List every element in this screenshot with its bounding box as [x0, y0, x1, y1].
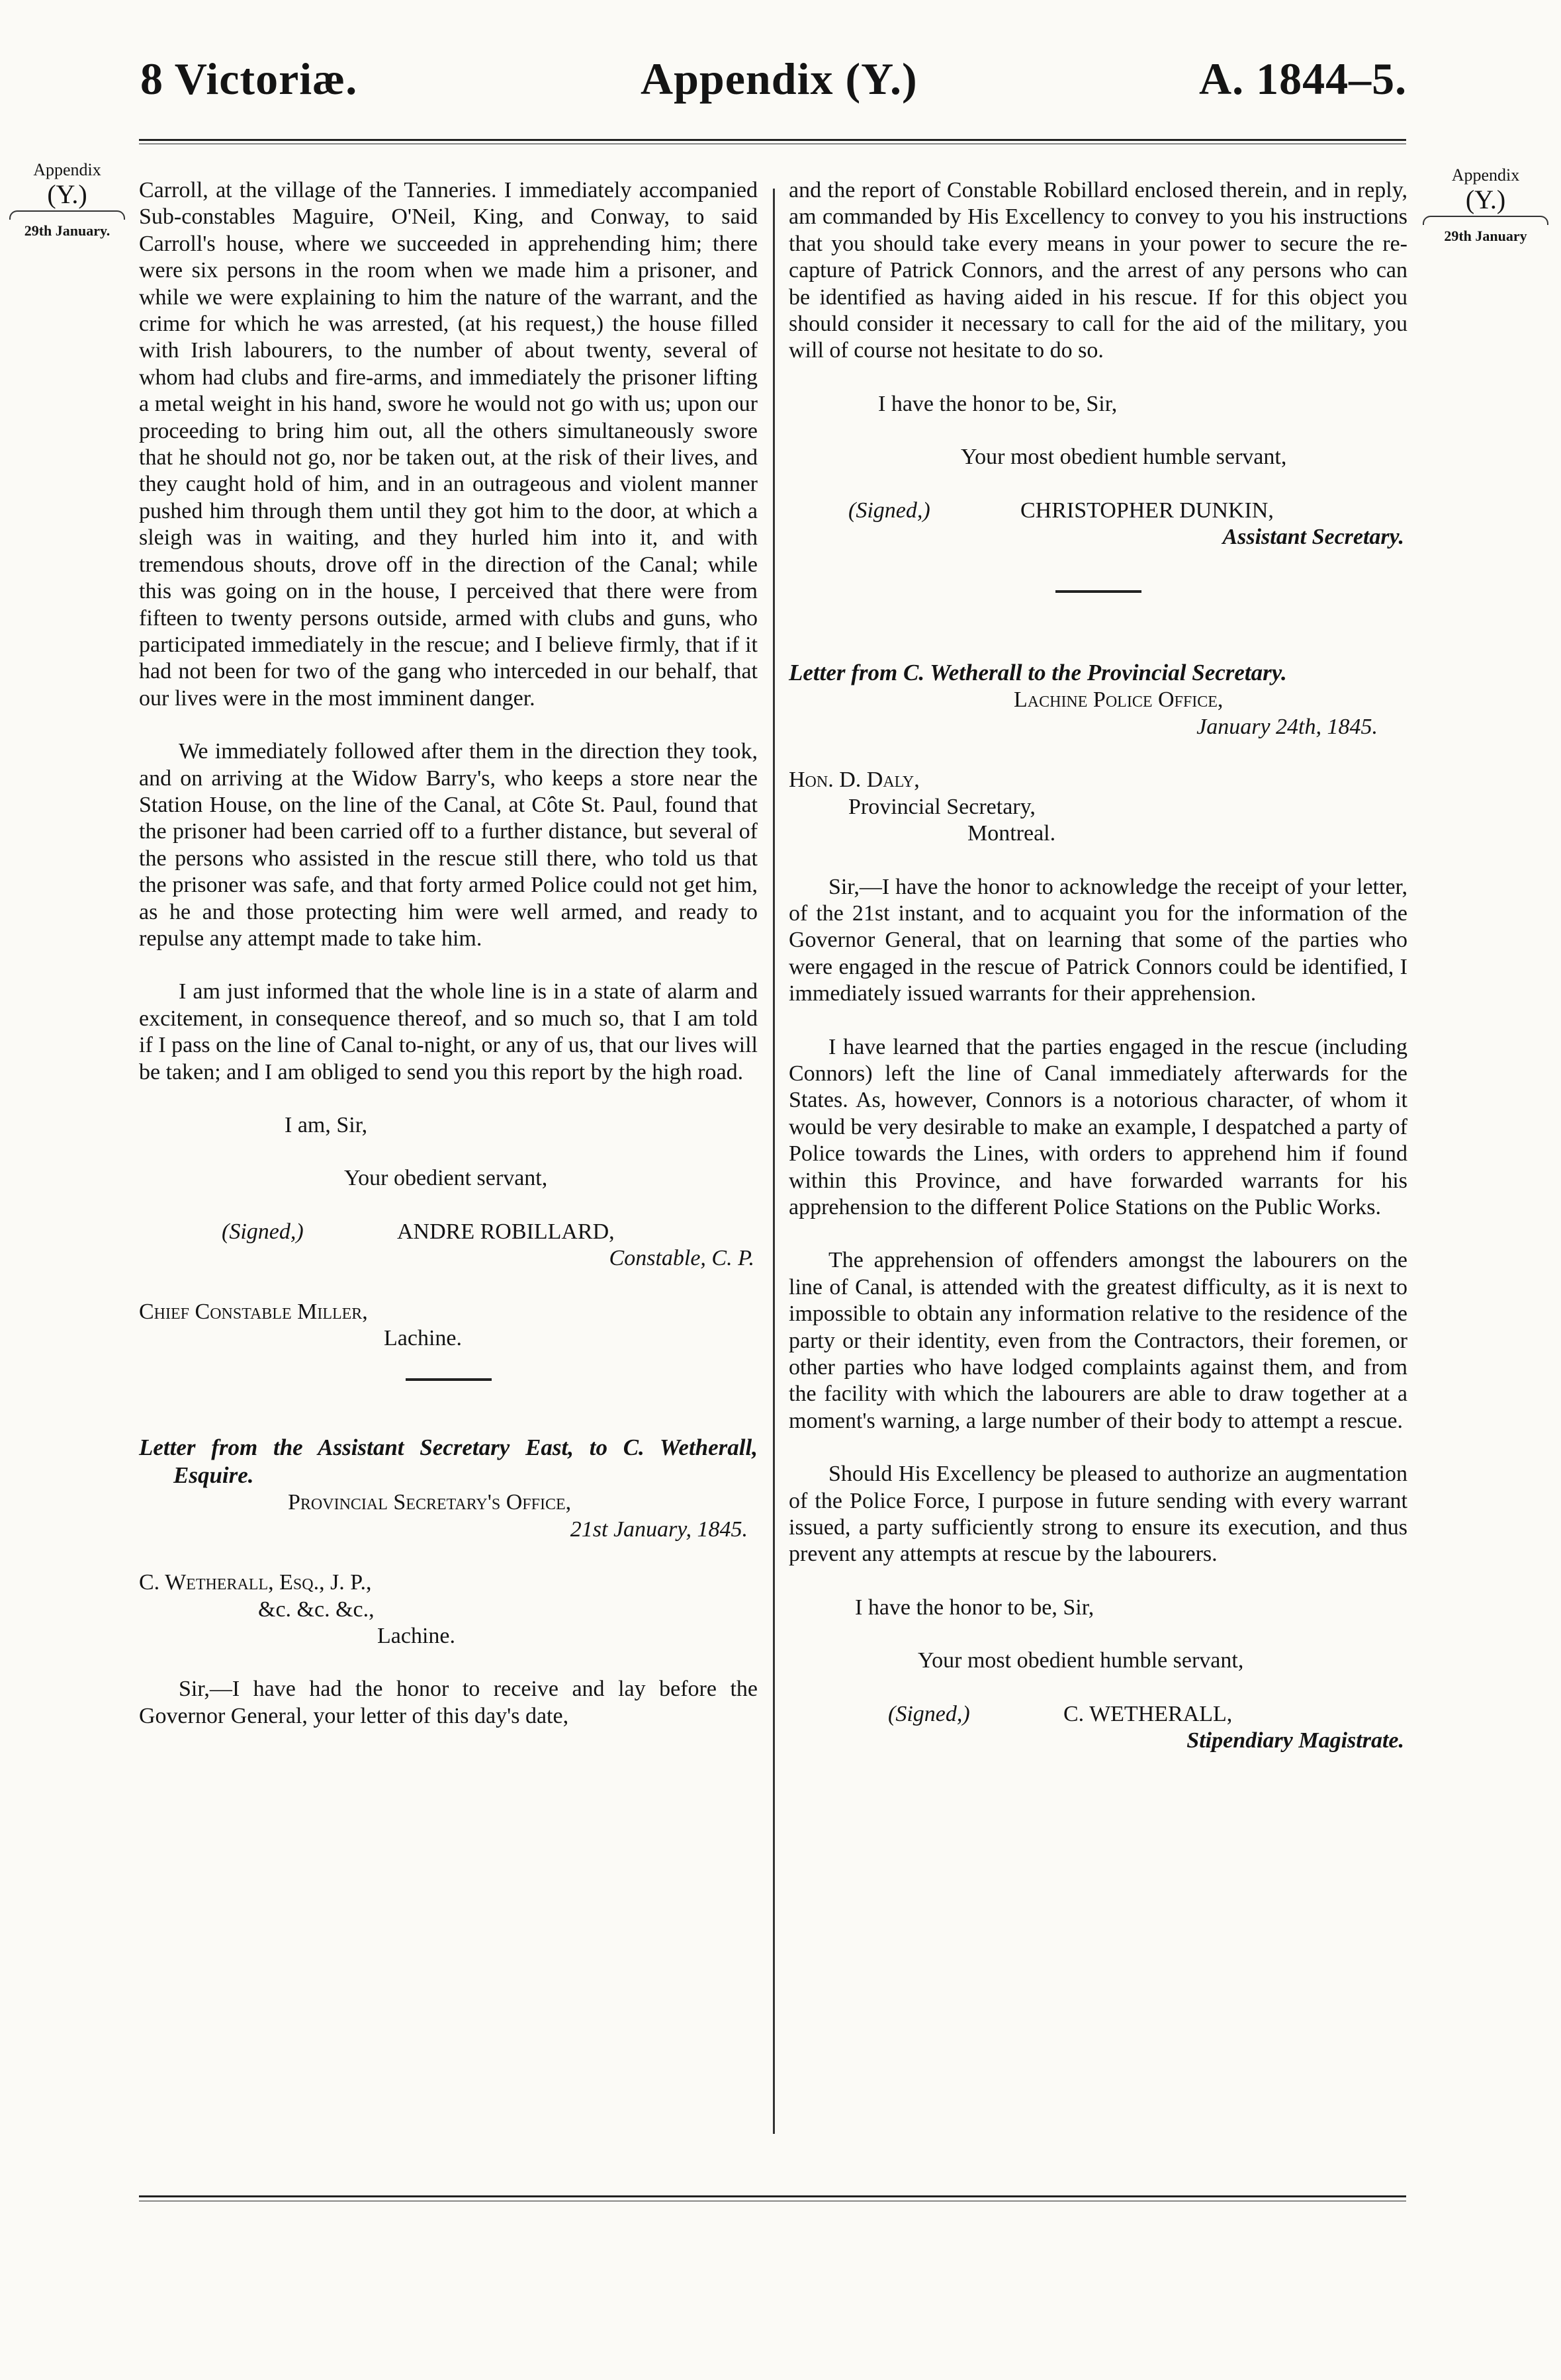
signer-name: CHRISTOPHER DUNKIN,	[1020, 498, 1274, 523]
footer-rule	[139, 2195, 1406, 2197]
signer-title: Constable, C. P.	[609, 1246, 754, 1271]
margin-letter: (Y.)	[47, 179, 87, 209]
paragraph: Sir,—I have the honor to acknowledge the receipt of your letter, of the 21st instant, and to acquaint you for the information of the Governor General, that on learning that some of the parties who were engaged in the rescue of Patrick Connors could be identified, I immediately issued warrants for their apprehension.	[789, 874, 1407, 1006]
margin-label: Appendix	[33, 160, 101, 179]
margin-bracket	[9, 210, 125, 220]
closing: Your most obedient humble servant,	[961, 445, 1287, 470]
paragraph: I am just informed that the whole line is in a state of alarm and excitement, in consequence thereof, and so much so, that I am told if I pass on the line of Canal to-night, or any of us, that our lives will be taken; and I am obliged to send you this report by the high road.	[139, 979, 758, 1084]
header-right: A. 1844–5.	[1199, 54, 1407, 104]
margin-date: 29th January.	[24, 222, 111, 239]
letter-title: Letter from the Assistant Secretary East, to C. Wetherall, Esquire.	[139, 1434, 758, 1489]
signer-title: Assistant Secretary.	[1222, 525, 1404, 550]
signature-line	[789, 498, 1407, 524]
office-date: 21st January, 1845.	[570, 1517, 748, 1542]
paragraph: The apprehension of offenders amongst the labourers on the line of Canal, is attended with the greatest difficulty, as it is next to impossible to obtain any information relative to the residence of the party or their identity, even from the Contractors, their foremen, or other parties who have lodged complaints against them, and from the facility with which the labourers are able to draw together at a moment's warning, a large number of their body to attempt a rescue.	[789, 1248, 1407, 1433]
signature-line	[139, 1219, 758, 1245]
right-column	[789, 177, 1407, 1754]
recipient: Hon. D. Daly,	[789, 768, 920, 793]
signed-label: (Signed,)	[222, 1219, 304, 1244]
closing: Your most obedient humble servant,	[918, 1648, 1244, 1673]
closing: I have the honor to be, Sir,	[878, 391, 1118, 416]
header-rule	[139, 139, 1406, 141]
signer-title: Stipendiary Magistrate.	[1186, 1728, 1404, 1753]
signer-name: C. WETHERALL,	[1063, 1701, 1233, 1726]
left-column	[139, 177, 758, 1730]
closing: I have the honor to be, Sir,	[855, 1595, 1094, 1620]
recipient: C. Wetherall, Esq., J. P.,	[139, 1570, 372, 1595]
paragraph: Carroll, at the village of the Tanneries. I immediately accompanied Sub-constables Maguire, O'Neil, King, and Conway, to said Carroll's house, where we succeeded in apprehending him; there were six persons in the room when we made him a prisoner, and while we were explaining to him the nature of the warrant, and the crime for which he was arrested, (at his request,) the house filled with Irish labourers, to the number of about twenty, several of whom had clubs and fire-arms, and immediately the prisoner lifting a metal weight in his hand, swore he would not go with us; upon our proceeding to bring him out, all the others simultaneously swore that he should not go, nor be taken out, at the risk of their lives, and they caught hold of him, and in an outrageous and violent manner pushed him through them until they got him to the door, at which a sleigh was in waiting, and they hurled him into it, and with tremendous shouts, drove off in the direction of the Canal; while this was going on in the house, I perceived that there were from fifteen to twenty persons outside, armed with clubs and guns, who participated immediately in the rescue; and I believe firmly, that if it had not been for two of the gang who interceded in our behalf, that our lives were in the most imminent danger.	[139, 178, 758, 711]
signature-line	[789, 1701, 1407, 1728]
recipient: &c. &c. &c.,	[258, 1597, 375, 1622]
margin-date: 29th January	[1444, 228, 1527, 244]
paragraph: Should His Excellency be pleased to authorize an augmentation of the Police Force, I purpose in future sending with every warrant issued, a party sufficiently strong to ensure its execution, and thus prevent any attempts at rescue by the labourers.	[789, 1462, 1407, 1567]
margin-note-left	[9, 160, 125, 241]
paragraph: I have learned that the parties engaged in the rescue (including Connors) left the line of Canal immediately afterwards for the States. As, however, Connors is a notorious character, of whom it would be very desirable to make an example, I despatched a party of Police towards the Lines, with orders to apprehend him if found within this Province, and have forwarded warrants for his apprehension to the different Police Stations on the Public Works.	[789, 1034, 1407, 1219]
recipient: Provincial Secretary,	[848, 794, 1036, 819]
divider-dash	[406, 1378, 492, 1381]
office-name: Provincial Secretary's Office,	[288, 1490, 572, 1515]
margin-note-right	[1423, 165, 1548, 246]
recipient: Montreal.	[967, 821, 1056, 846]
signer-name: ANDRE ROBILLARD,	[397, 1219, 615, 1244]
recipient: Lachine.	[377, 1624, 455, 1649]
divider-dash	[1055, 590, 1141, 593]
office-name: Lachine Police Office,	[1014, 687, 1224, 713]
letter-title: Letter from C. Wetherall to the Provincial Secretary.	[789, 660, 1287, 686]
header-left: 8 Victoriæ.	[140, 54, 358, 104]
office-date: January 24th, 1845.	[1196, 714, 1378, 739]
addressee: Chief Constable Miller,	[139, 1299, 368, 1324]
margin-letter: (Y.)	[1465, 185, 1506, 214]
margin-bracket	[1423, 216, 1548, 225]
signed-label: (Signed,)	[848, 498, 930, 523]
addressee: Lachine.	[384, 1326, 462, 1351]
paragraph: We immediately followed after them in the direction they took, and on arriving at the Widow Barry's, who keeps a store near the Station House, on the line of the Canal, at Côte St. Paul, found that the prisoner had been carried off to a further distance, but several of the persons who assisted in the rescue still there, who told us that the prisoner was safe, and that forty armed Police could not get him, as he and those protecting him were well armed, and ready to repulse any attempt made to take him.	[139, 739, 758, 951]
margin-label: Appendix	[1451, 165, 1520, 185]
paragraph: and the report of Constable Robillard enclosed therein, and in reply, am commanded by His Excellency to convey to you his instructions that you should take every means in your power to secure the re-capture of Patrick Connors, and the arrest of any persons who can be identified as having aided in his rescue. If for this object you should consider it necessary to call for the aid of the military, you will of course not hesitate to do so.	[789, 178, 1407, 363]
column-divider	[773, 189, 775, 2134]
closing: Your obedient servant,	[344, 1166, 548, 1191]
signed-label: (Signed,)	[888, 1701, 970, 1726]
paragraph: Sir,—I have had the honor to receive and lay before the Governor General, your letter of this day's date,	[139, 1677, 758, 1728]
closing: I am, Sir,	[285, 1113, 368, 1137]
header-center: Appendix (Y.)	[641, 54, 918, 104]
